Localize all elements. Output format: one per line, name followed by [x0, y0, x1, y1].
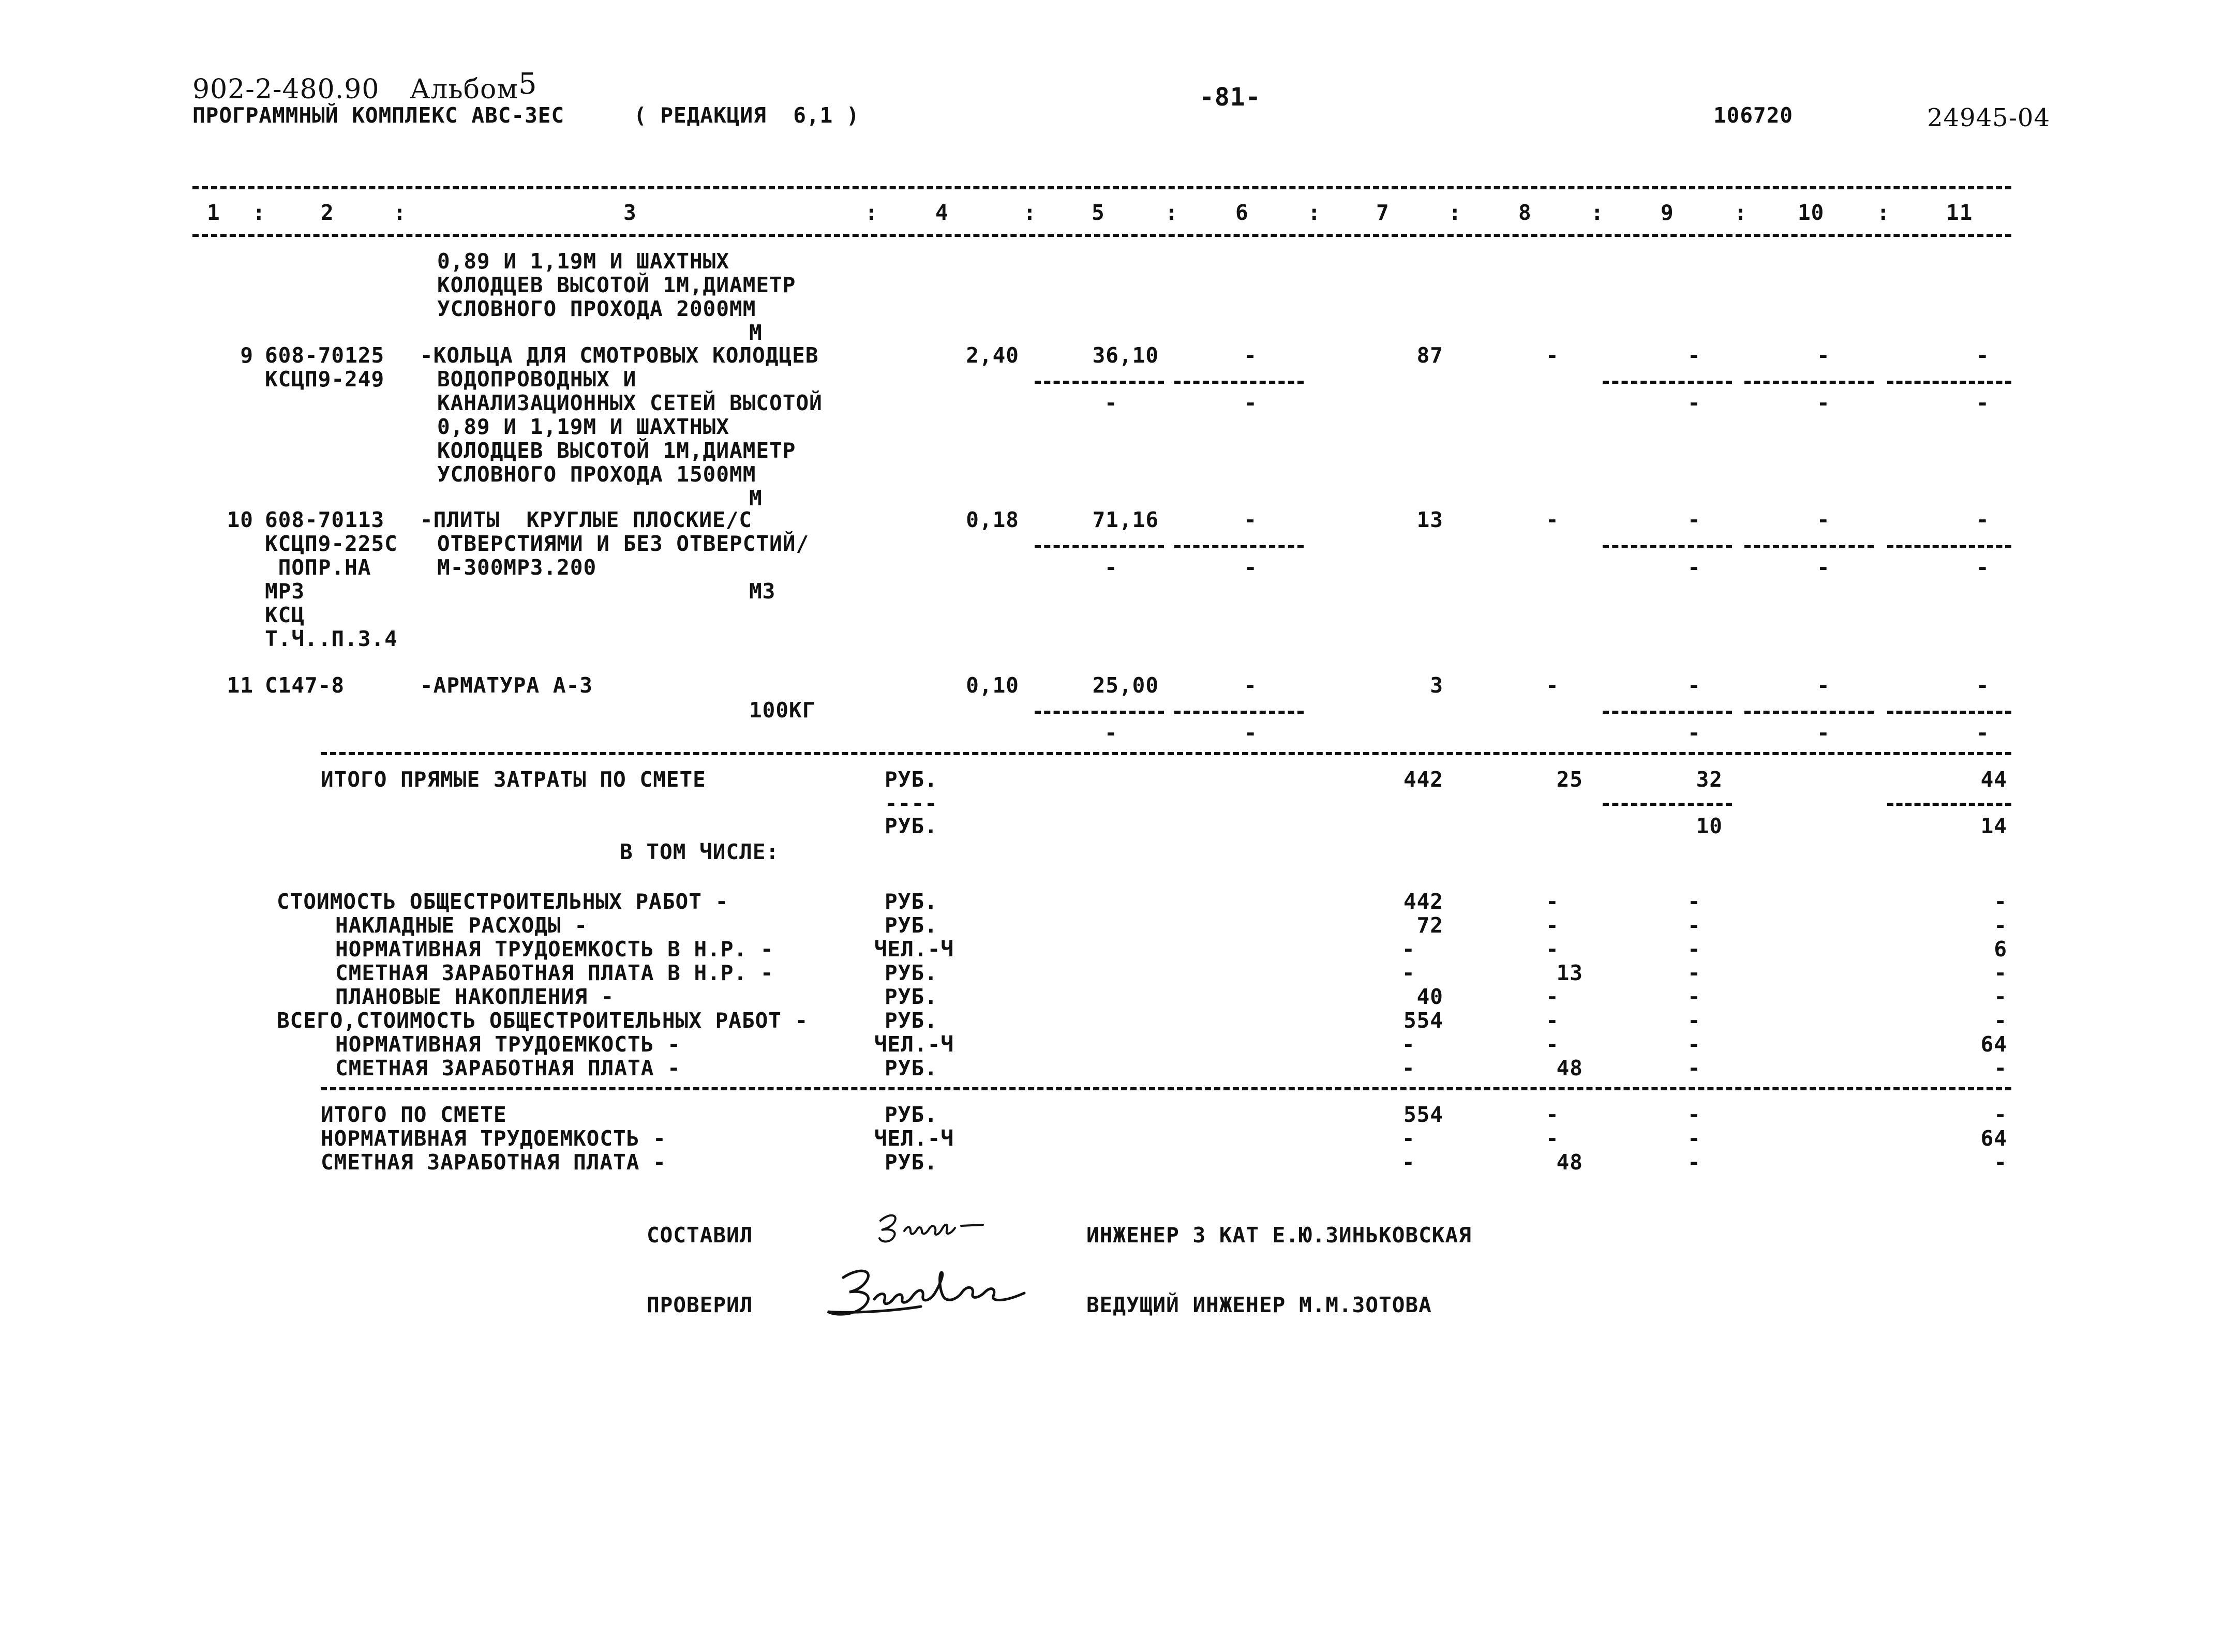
col10-value: -	[1817, 507, 1830, 532]
totals-c9: -	[1688, 1102, 1701, 1127]
item-code: МР3	[265, 579, 305, 604]
col6-value: -	[1244, 343, 1257, 368]
checked-label: ПРОВЕРИЛ	[647, 1293, 753, 1317]
item-code: КСЦ	[265, 603, 305, 627]
totals-c9: -	[1688, 1126, 1701, 1151]
col-sep: :	[1448, 200, 1462, 225]
breakdown-c9: -	[1688, 889, 1701, 914]
breakdown-c11: -	[1994, 960, 2007, 985]
breakdown-label: ВСЕГО,СТОИМОСТЬ ОБЩЕСТРОИТЕЛЬНЫХ РАБОТ -	[277, 1008, 809, 1033]
sub-value: -	[1817, 720, 1830, 745]
col-9: 9	[1661, 200, 1674, 225]
totals-c11: 64	[1980, 1126, 2007, 1151]
col-sep: :	[1023, 200, 1037, 225]
breakdown-c11: 64	[1980, 1032, 2007, 1057]
direct-c7: 442	[1403, 767, 1443, 792]
cell-divider	[1887, 381, 2011, 384]
item-code: КСЦП9-249	[265, 367, 385, 392]
breakdown-c11: -	[1994, 1008, 2007, 1033]
breakdown-label: СМЕТНАЯ ЗАРАБОТНАЯ ПЛАТА В Н.Р. -	[335, 960, 774, 985]
breakdown-c9: -	[1688, 1008, 1701, 1033]
breakdown-label: СТОИМОСТЬ ОБЩЕСТРОИТЕЛЬНЫХ РАБОТ -	[277, 889, 729, 914]
sub-value: -	[1976, 555, 1990, 580]
unit: РУБ.	[885, 984, 938, 1009]
col-4: 4	[935, 200, 949, 225]
col-3: 3	[623, 200, 637, 225]
totals-c11: -	[1994, 1150, 2007, 1175]
unit: М	[749, 486, 763, 510]
breakdown-label: ПЛАНОВЫЕ НАКОПЛЕНИЯ -	[335, 984, 615, 1009]
item-code: 608-70113	[265, 507, 385, 532]
breakdown-c9: -	[1688, 937, 1701, 962]
col6-value: -	[1244, 507, 1257, 532]
unit: М	[749, 320, 763, 345]
breakdown-c8: 48	[1556, 1056, 1583, 1080]
col8-value: -	[1546, 507, 1559, 532]
totals-label: НОРМАТИВНАЯ ТРУДОЕМКОСТЬ -	[321, 1126, 666, 1151]
compiled-signature	[874, 1205, 993, 1252]
desc-line: УСЛОВНОГО ПРОХОДА 2000ММ	[437, 296, 756, 321]
totals-c8: -	[1546, 1102, 1559, 1127]
sub-value: -	[1976, 391, 1990, 415]
item-code: 608-70125	[265, 343, 385, 368]
desc-line: ОТВЕРСТИЯМИ И БЕЗ ОТВЕРСТИЙ/	[437, 531, 810, 556]
total-cost: 13	[1416, 507, 1443, 532]
unit: ЧЕЛ.-Ч	[874, 937, 954, 962]
col-6: 6	[1235, 200, 1249, 225]
unit: РУБ.	[885, 960, 938, 985]
rule-header	[192, 234, 2011, 237]
unit: РУБ.	[885, 1150, 938, 1175]
breakdown-c8: 13	[1556, 960, 1583, 985]
breakdown-c11: -	[1994, 913, 2007, 938]
col8-value: -	[1546, 673, 1559, 698]
cell-divider	[1887, 803, 2011, 806]
breakdown-c7: -	[1402, 937, 1415, 962]
col11-value: -	[1976, 673, 1990, 698]
breakdown-label: СМЕТНАЯ ЗАРАБОТНАЯ ПЛАТА -	[335, 1056, 681, 1080]
breakdown-c11: -	[1994, 984, 2007, 1009]
sub-value: -	[1104, 555, 1118, 580]
desc-line: -ПЛИТЫ КРУГЛЫЕ ПЛОСКИЕ/С	[420, 507, 753, 532]
col-sep: :	[1591, 200, 1604, 225]
desc-line: КОЛОДЦЕВ ВЫСОТОЙ 1М,ДИАМЕТР	[437, 438, 796, 463]
col9-value: -	[1688, 343, 1701, 368]
sub-value: -	[1817, 391, 1830, 415]
col-7: 7	[1376, 200, 1390, 225]
item-code: КСЦП9-225С	[265, 531, 398, 556]
breakdown-c9: -	[1688, 984, 1701, 1009]
rule-totals	[321, 1087, 2011, 1090]
breakdown-c7: 442	[1403, 889, 1443, 914]
cell-divider	[1744, 545, 1874, 548]
breakdown-c11: -	[1994, 889, 2007, 914]
desc-line: КОЛОДЦЕВ ВЫСОТОЙ 1М,ДИАМЕТР	[437, 273, 796, 297]
totals-label: СМЕТНАЯ ЗАРАБОТНАЯ ПЛАТА -	[321, 1150, 666, 1175]
unit-dash: ----	[885, 791, 938, 816]
unit: 100КГ	[749, 698, 816, 723]
row-number: 10	[227, 507, 253, 532]
breakdown-c8: -	[1546, 937, 1559, 962]
cell-divider	[1035, 381, 1164, 384]
totals-c8: 48	[1556, 1150, 1583, 1175]
direct-costs-label: ИТОГО ПРЯМЫЕ ЗАТРАТЫ ПО СМЕТЕ	[321, 767, 706, 792]
breakdown-c9: -	[1688, 913, 1701, 938]
compiled-by: ИНЖЕНЕР 3 КАТ Е.Ю.ЗИНЬКОВСКАЯ	[1086, 1223, 1472, 1248]
sub-value: -	[1104, 720, 1118, 745]
checked-signature	[823, 1262, 1040, 1329]
breakdown-c8: -	[1546, 889, 1559, 914]
col8-value: -	[1546, 343, 1559, 368]
cell-divider	[1174, 711, 1304, 714]
breakdown-c8: -	[1546, 984, 1559, 1009]
totals-c7: 554	[1403, 1102, 1443, 1127]
total-cost: 3	[1430, 673, 1443, 698]
breakdown-c7: -	[1402, 1056, 1415, 1080]
breakdown-c9: -	[1688, 1032, 1701, 1057]
program-name: ПРОГРАММНЫЙ КОМПЛЕКС АВС-3ЕС	[192, 103, 565, 128]
desc-line: КАНАЛИЗАЦИОННЫХ СЕТЕЙ ВЫСОТОЙ	[437, 391, 823, 415]
cell-divider	[1603, 381, 1732, 384]
checked-by: ВЕДУЩИЙ ИНЖЕНЕР М.М.ЗОТОВА	[1086, 1293, 1432, 1317]
cell-divider	[1603, 545, 1732, 548]
direct-c11b: 14	[1980, 814, 2007, 838]
compiled-label: СОСТАВИЛ	[647, 1223, 753, 1248]
col-sep: :	[1308, 200, 1321, 225]
breakdown-label: НОРМАТИВНАЯ ТРУДОЕМКОСТЬ В Н.Р. -	[335, 937, 774, 962]
desc-line: ВОДОПРОВОДНЫХ И	[437, 367, 637, 392]
desc-line: -КОЛЬЦА ДЛЯ СМОТРОВЫХ КОЛОДЦЕВ	[420, 343, 819, 368]
col-1: 1	[207, 200, 220, 225]
col-sep: :	[865, 200, 878, 225]
breakdown-c9: -	[1688, 960, 1701, 985]
sub-value: -	[1976, 720, 1990, 745]
row-number: 11	[227, 673, 253, 698]
col-5: 5	[1092, 200, 1105, 225]
direct-c9: 32	[1696, 767, 1723, 792]
col10-value: -	[1817, 343, 1830, 368]
desc-line: М-300МР3.200	[437, 555, 597, 580]
col-2: 2	[321, 200, 334, 225]
doc-code-2: 106720	[1713, 103, 1794, 128]
row-number: 9	[240, 343, 253, 368]
item-code: Т.Ч..П.3.4	[265, 626, 398, 651]
doc-code: 902-2-480.90	[192, 74, 380, 105]
including-label: В ТОМ ЧИСЛЕ:	[620, 839, 780, 864]
item-code: ПОПР.НА	[265, 555, 371, 580]
rule-direct-costs	[321, 752, 2011, 755]
col9-value: -	[1688, 673, 1701, 698]
unit: М3	[749, 579, 776, 604]
quantity: 2,40	[966, 343, 1019, 368]
cell-divider	[1603, 803, 1732, 806]
col-11: 11	[1946, 200, 1973, 225]
unit: РУБ.	[885, 1056, 938, 1080]
cell-divider	[1744, 711, 1874, 714]
totals-c8: -	[1546, 1126, 1559, 1151]
cell-divider	[1035, 711, 1164, 714]
cell-divider	[1174, 545, 1304, 548]
breakdown-label: НАКЛАДНЫЕ РАСХОДЫ -	[335, 913, 588, 938]
col11-value: -	[1976, 507, 1990, 532]
edition: ( РЕДАКЦИЯ 6,1 )	[634, 103, 860, 128]
totals-c9: -	[1688, 1150, 1701, 1175]
album-label: Альбом	[410, 74, 518, 105]
cell-divider	[1744, 381, 1874, 384]
sub-value: -	[1688, 555, 1701, 580]
sub-value: -	[1244, 391, 1258, 415]
sub-value: -	[1104, 391, 1118, 415]
direct-c11: 44	[1980, 767, 2007, 792]
col10-value: -	[1817, 673, 1830, 698]
col-sep: :	[393, 200, 407, 225]
breakdown-c7: 72	[1416, 913, 1443, 938]
sub-value: -	[1244, 555, 1258, 580]
col9-value: -	[1688, 507, 1701, 532]
unit: РУБ.	[885, 814, 938, 838]
cell-divider	[1887, 711, 2011, 714]
col-8: 8	[1518, 200, 1532, 225]
breakdown-c8: -	[1546, 913, 1559, 938]
total-cost: 87	[1416, 343, 1443, 368]
breakdown-c11: -	[1994, 1056, 2007, 1080]
totals-c7: -	[1402, 1150, 1415, 1175]
col-sep: :	[1165, 200, 1178, 225]
album-number: 5	[518, 67, 537, 101]
unit: РУБ.	[885, 1008, 938, 1033]
col11-value: -	[1976, 343, 1990, 368]
col6-value: -	[1244, 673, 1257, 698]
sub-value: -	[1688, 391, 1701, 415]
sub-value: -	[1244, 720, 1258, 745]
breakdown-c8: -	[1546, 1008, 1559, 1033]
direct-c9b: 10	[1696, 814, 1723, 838]
unit-price: 25,00	[1092, 673, 1159, 698]
unit: ЧЕЛ.-Ч	[874, 1032, 954, 1057]
desc-line: -АРМАТУРА А-3	[420, 673, 593, 698]
unit: РУБ.	[885, 913, 938, 938]
breakdown-label: НОРМАТИВНАЯ ТРУДОЕМКОСТЬ -	[335, 1032, 681, 1057]
cell-divider	[1603, 711, 1732, 714]
item-code: С147-8	[265, 673, 345, 698]
page-number: -81-	[1199, 83, 1261, 112]
unit: РУБ.	[885, 889, 938, 914]
unit: ЧЕЛ.-Ч	[874, 1126, 954, 1151]
quantity: 0,10	[966, 673, 1019, 698]
desc-line: 0,89 И 1,19М И ШАХТНЫХ	[437, 414, 730, 439]
breakdown-c9: -	[1688, 1056, 1701, 1080]
breakdown-c7: -	[1402, 960, 1415, 985]
breakdown-c8: -	[1546, 1032, 1559, 1057]
unit: РУБ.	[885, 767, 938, 792]
sub-value: -	[1817, 555, 1830, 580]
breakdown-c7: 554	[1403, 1008, 1443, 1033]
desc-line: 0,89 И 1,19М И ШАХТНЫХ	[437, 249, 730, 274]
col-sep: :	[252, 200, 266, 225]
unit-price: 71,16	[1092, 507, 1159, 532]
totals-c11: -	[1994, 1102, 2007, 1127]
sub-value: -	[1688, 720, 1701, 745]
cell-divider	[1174, 381, 1304, 384]
breakdown-c7: -	[1402, 1032, 1415, 1057]
quantity: 0,18	[966, 507, 1019, 532]
cell-divider	[1887, 545, 2011, 548]
cell-divider	[1035, 545, 1164, 548]
desc-line: УСЛОВНОГО ПРОХОДА 1500ММ	[437, 462, 756, 487]
breakdown-c11: 6	[1994, 937, 2007, 962]
rule-top	[192, 186, 2011, 189]
unit: РУБ.	[885, 1102, 938, 1127]
breakdown-c7: 40	[1416, 984, 1443, 1009]
totals-label: ИТОГО ПО СМЕТЕ	[321, 1102, 507, 1127]
unit-price: 36,10	[1092, 343, 1159, 368]
col-10: 10	[1798, 200, 1825, 225]
totals-c7: -	[1402, 1126, 1415, 1151]
col-sep: :	[1734, 200, 1748, 225]
col-sep: :	[1877, 200, 1890, 225]
inventory-number: 24945-04	[1927, 103, 2050, 132]
direct-c8: 25	[1556, 767, 1583, 792]
